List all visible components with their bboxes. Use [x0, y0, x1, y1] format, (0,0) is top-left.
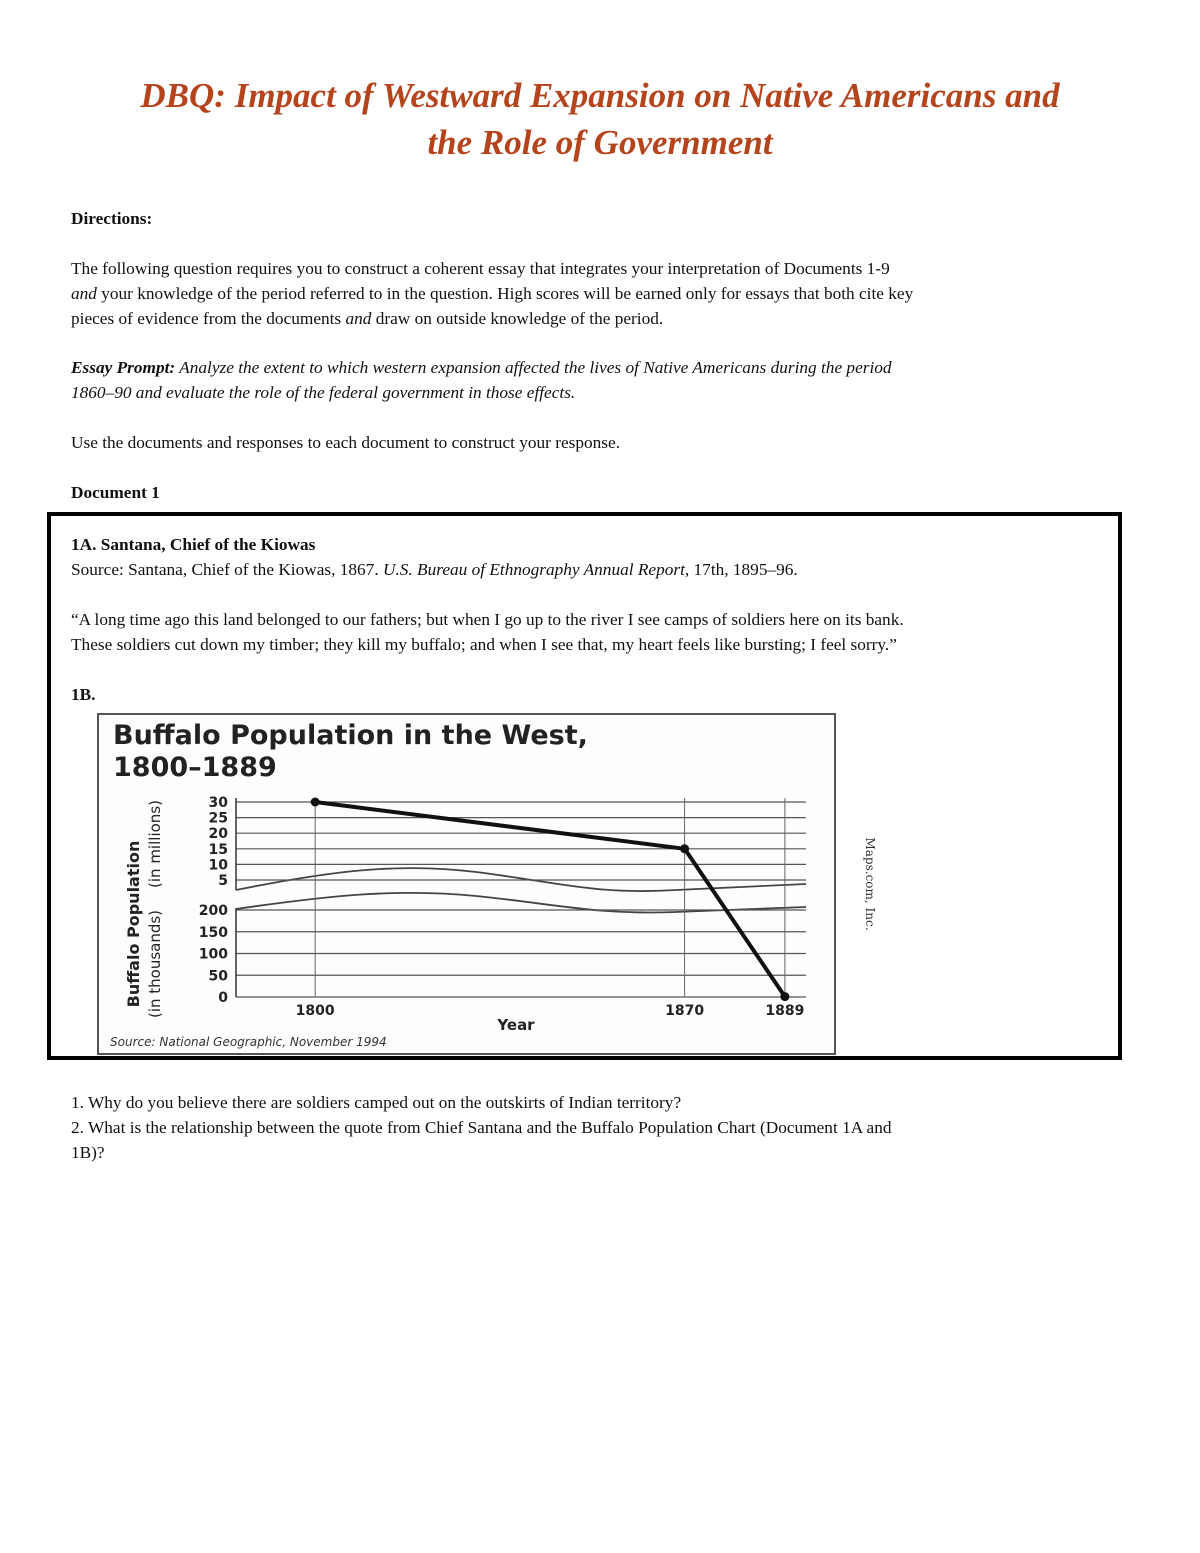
chart-title: Buffalo Population in the West,	[113, 720, 588, 751]
x-tick-label: 1870	[665, 1003, 705, 1019]
tick-label-upper: 20	[208, 826, 228, 843]
doc-1a-quote-line-2: These soldiers cut down my timber; they kill my buffalo; and when I see that, my heart feels like bursting; I feel sorry.”	[71, 635, 897, 654]
x-axis-title: Year	[497, 1016, 535, 1034]
directions-line-3	[71, 306, 1131, 331]
essay-prompt-line-2: 1860–90 and evaluate the role of the federal government in those effects.	[71, 383, 576, 402]
document-1-heading: Document 1	[71, 483, 160, 502]
directions-text	[71, 256, 1131, 331]
question-2-continued: 1B)?	[71, 1143, 105, 1162]
directions-line-2-text: your knowledge of the period referred to in the question. High scores will be earned only for essays that both cite key	[96, 284, 914, 303]
tick-label-upper: 15	[208, 841, 228, 858]
x-tick-label: 1889	[765, 1003, 805, 1019]
tick-label-lower: 100	[198, 946, 228, 963]
essay-prompt-line-1	[71, 355, 1131, 380]
y-axis-upper-unit: (in millions)	[146, 800, 164, 888]
tick-label-lower: 0	[218, 990, 228, 1006]
directions-line-3a: pieces of evidence from the documents	[71, 309, 346, 328]
directions-line-3b: draw on outside knowledge of the period.	[371, 309, 664, 328]
directions-and-2: and	[345, 309, 372, 328]
x-tick-label: 1800	[295, 1003, 335, 1019]
data-point	[311, 798, 320, 807]
doc-1a-source-title: U.S. Bureau of Ethnography Annual Report	[382, 560, 685, 579]
tick-label-upper: 30	[208, 795, 228, 811]
doc-1b-heading: 1B.	[71, 685, 96, 704]
document-1-box	[47, 512, 1122, 1060]
tick-label-upper: 10	[208, 857, 228, 874]
title-line-1: DBQ: Impact of Westward Expansion on Native Americans and	[140, 76, 1060, 115]
directions-and-1: and	[71, 284, 97, 303]
data-point	[780, 992, 789, 1001]
doc-1a-heading: 1A. Santana, Chief of the Kiowas	[71, 535, 316, 554]
doc-1a-source	[71, 557, 1106, 582]
directions-heading: Directions:	[71, 209, 153, 228]
instruction-text: Use the documents and responses to each document to construct your response.	[71, 433, 621, 452]
essay-prompt-label: Essay Prompt:	[71, 358, 176, 377]
title-line-2: the Role of Government	[427, 123, 773, 162]
directions-line-2	[71, 281, 1131, 306]
essay-prompt	[71, 355, 1131, 405]
doc-1a-quote	[71, 607, 1106, 657]
essay-prompt-text-1: Analyze the extent to which western expansion affected the lives of Native Americans during the period	[175, 358, 892, 377]
doc-1a-quote-line-1: “A long time ago this land belonged to our fathers; but when I go up to the river I see camps of soldiers here on its bank.	[71, 610, 904, 629]
directions-line-1: The following question requires you to construct a coherent essay that integrates your interpretation of Documents 1-9	[71, 259, 890, 278]
data-point	[680, 844, 689, 853]
chart-title-years: 1800–1889	[113, 752, 277, 783]
chart-source: Source: National Geographic, November 1994	[110, 1035, 387, 1049]
tick-label-lower: 200	[198, 903, 228, 919]
buffalo-population-chart	[96, 712, 886, 1057]
chart-credit: Maps.com, Inc.	[863, 837, 877, 931]
doc-1a-source-date: , 17th, 1895–96.	[684, 560, 798, 579]
questions	[71, 1090, 1131, 1165]
y-axis-title: Buffalo Population	[124, 840, 143, 1008]
tick-label-upper: 5	[218, 873, 228, 889]
tick-label-upper: 25	[208, 810, 228, 827]
question-2: 2. What is the relationship between the quote from Chief Santana and the Buffalo Population Chart (Document 1A and	[71, 1118, 892, 1137]
y-axis-lower-unit: (in thousands)	[146, 909, 164, 1019]
tick-label-lower: 150	[198, 924, 228, 941]
question-1: 1. Why do you believe there are soldiers camped out on the outskirts of Indian territory?	[71, 1093, 682, 1112]
tick-label-lower: 50	[208, 968, 228, 985]
page-title	[40, 72, 1160, 166]
doc-1a-source-text: Source: Santana, Chief of the Kiowas, 1867.	[71, 560, 383, 579]
